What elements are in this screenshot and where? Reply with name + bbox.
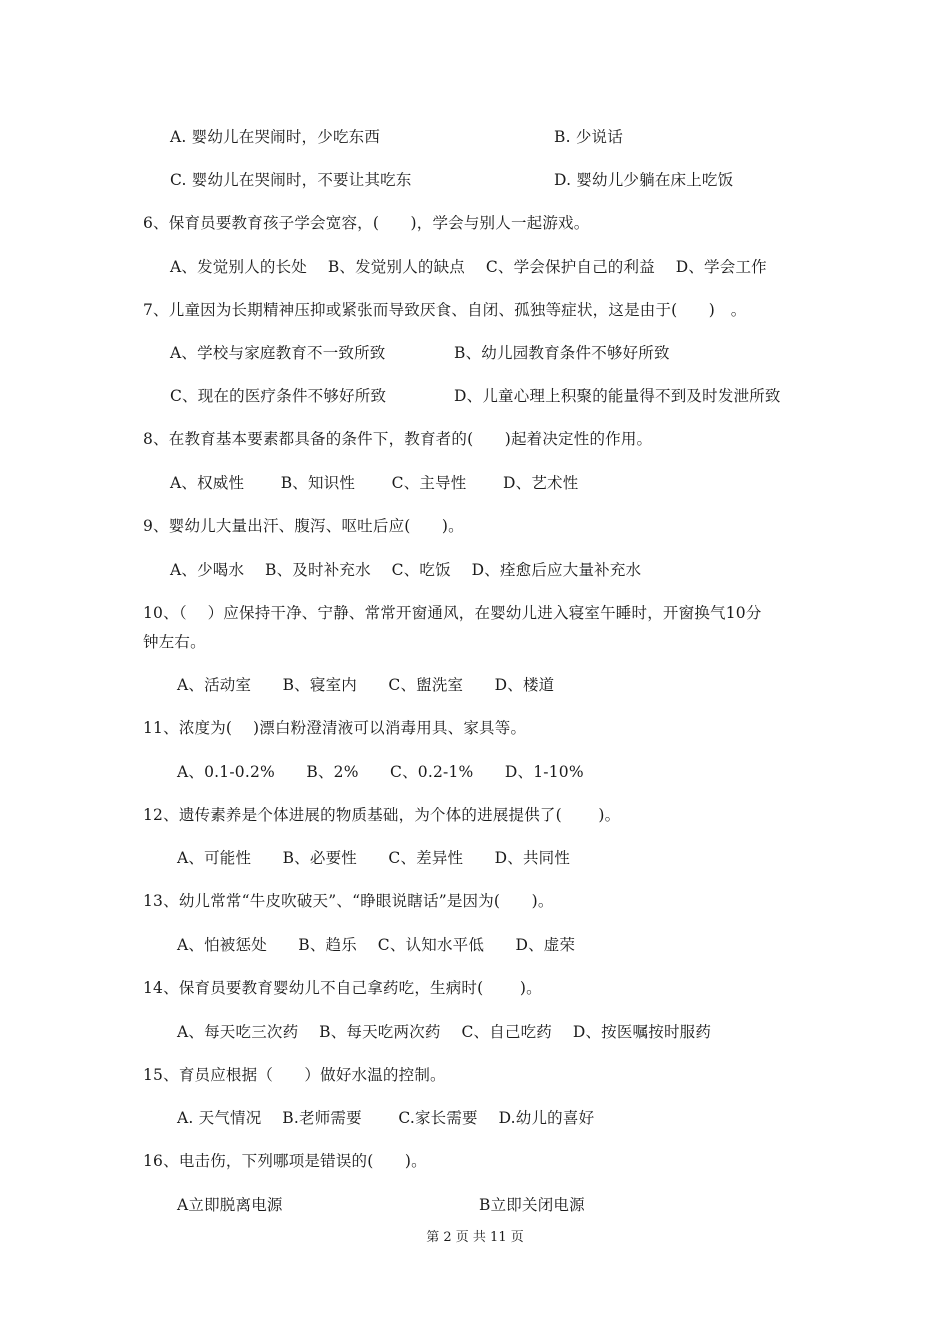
option-16b: B立即关闭电源	[479, 1196, 585, 1214]
question-10: 10、（ ）应保持干净、宁静、常常开窗通风，在婴幼儿进入寝室午睡时，开窗换气10分	[143, 604, 762, 622]
options-6: A、发觉别人的长处 B、发觉别人的缺点 C、学会保护自己的利益 D、学会工作	[170, 258, 767, 276]
options-15: A. 天气情况 B.老师需要 C.家长需要 D.幼儿的喜好	[177, 1109, 595, 1127]
option-16a: A立即脱离电源	[177, 1196, 283, 1214]
option-5b: B. 少说话	[554, 128, 623, 146]
option-7d: D、儿童心理上积聚的能量得不到及时发泄所致	[454, 387, 781, 405]
option-5a: A. 婴幼儿在哭闹时，少吃东西	[170, 128, 381, 146]
options-11: A、0.1-0.2% B、2% C、0.2-1% D、1-10%	[177, 763, 584, 781]
page-footer: 第 2 页 共 11 页	[426, 1230, 524, 1245]
question-13: 13、幼儿常常“牛皮吹破天”、“睁眼说瞎话”是因为( )。	[143, 892, 554, 910]
question-11: 11、浓度为( )漂白粉澄清液可以消毒用具、家具等。	[143, 719, 527, 737]
option-7c: C、现在的医疗条件不够好所致	[170, 387, 387, 405]
options-14: A、每天吃三次药 B、每天吃两次药 C、自己吃药 D、按医嘱按时服药	[177, 1023, 712, 1041]
options-13: A、怕被惩处 B、趋乐 C、认知水平低 D、虚荣	[177, 936, 576, 954]
options-10: A、活动室 B、寝室内 C、盥洗室 D、楼道	[177, 676, 555, 694]
options-12: A、可能性 B、必要性 C、差异性 D、共同性	[177, 849, 571, 867]
question-10-cont: 钟左右。	[143, 633, 206, 651]
question-9: 9、婴幼儿大量出汗、腹泻、呕吐后应( )。	[143, 517, 464, 535]
option-5d: D. 婴幼儿少躺在床上吃饭	[554, 171, 734, 189]
question-7: 7、儿童因为长期精神压抑或紧张而导致厌食、自闭、孤独等症状，这是由于( ) 。	[143, 301, 747, 319]
question-14: 14、保育员要教育婴幼儿不自己拿药吃，生病时( )。	[143, 979, 542, 997]
options-8: A、权威性 B、知识性 C、主导性 D、艺术性	[170, 474, 579, 492]
question-15: 15、育员应根据（ ）做好水温的控制。	[143, 1066, 446, 1084]
question-16: 16、电击伤，下列哪项是错误的( )。	[143, 1152, 427, 1170]
options-9: A、少喝水 B、及时补充水 C、吃饭 D、痊愈后应大量补充水	[170, 561, 642, 579]
option-7a: A、学校与家庭教育不一致所致	[170, 344, 386, 362]
question-8: 8、在教育基本要素都具备的条件下，教育者的( )起着决定性的作用。	[143, 430, 653, 448]
question-6: 6、保育员要教育孩子学会宽容，( )，学会与别人一起游戏。	[143, 214, 590, 232]
option-7b: B、幼儿园教育条件不够好所致	[454, 344, 670, 362]
option-5c: C. 婴幼儿在哭闹时，不要让其吃东	[170, 171, 412, 189]
question-12: 12、遗传素养是个体进展的物质基础，为个体的进展提供了( )。	[143, 806, 621, 824]
